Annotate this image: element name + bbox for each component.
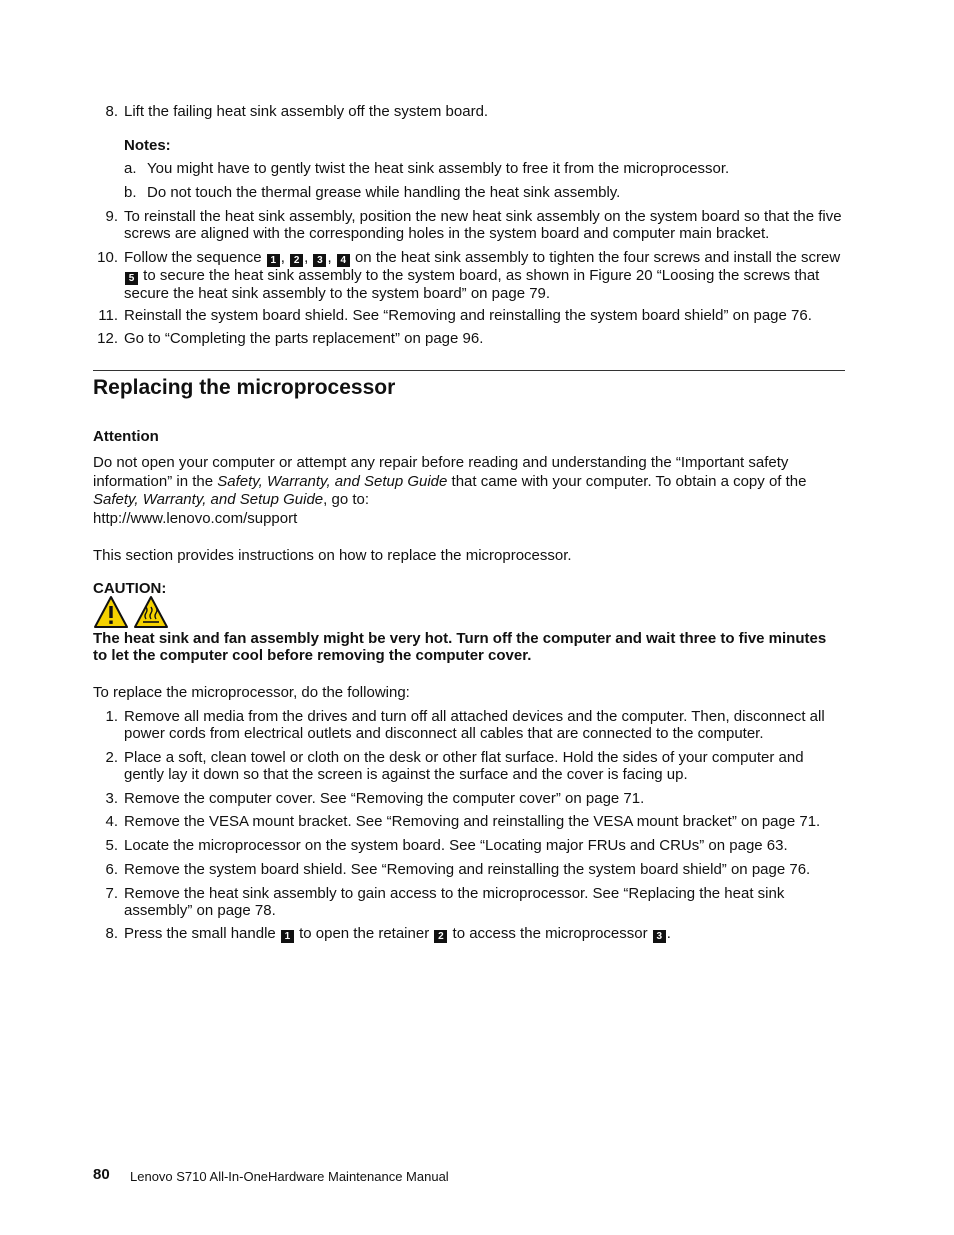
step-number: 7. xyxy=(105,885,118,902)
step-number: 10. xyxy=(97,249,118,266)
page-number: 80 xyxy=(93,1166,110,1183)
step-number: 12. xyxy=(97,330,118,347)
intro-text: This section provides instructions on how to replace the microprocessor. xyxy=(93,547,572,564)
note-text: You might have to gently twist the heat sink assembly to free it from the microprocessor. xyxy=(147,160,730,177)
general-warning-icon xyxy=(93,595,129,629)
step-number: 11. xyxy=(98,307,118,324)
callout-badge: 3 xyxy=(313,254,326,267)
step-number: 9. xyxy=(105,208,118,225)
step-text: Place a soft, clean towel or cloth on the desk or other flat surface. Hold the sides of your computer and gently lay it down so that the screen is against the surface and the cover is facing up. xyxy=(124,749,804,783)
step-text: Remove the computer cover. See “Removing the computer cover” on page 71. xyxy=(124,790,645,807)
support-url[interactable]: http://www.lenovo.com/support xyxy=(93,509,298,527)
step-number: 8. xyxy=(105,103,118,120)
callout-badge: 4 xyxy=(337,254,350,267)
step-text: Go to “Completing the parts replacement” on page 96. xyxy=(124,330,484,347)
footer-title: Lenovo S710 All-In-OneHardware Maintenance Manual xyxy=(130,1169,449,1184)
step-text: To reinstall the heat sink assembly, position the new heat sink assembly on the system board so that the five screws are aligned with the corresponding holes in the system board and computer main bracket. xyxy=(124,208,842,242)
procedure-lead: To replace the microprocessor, do the following: xyxy=(93,684,410,701)
step-text: Follow the sequence 1 , 2 , 3 , 4 on the heat sink assembly to tighten the four screws and install the screw 5 to secure the heat sink assembly to the system board, as shown in Figure 20 “Loosing the screws that secure the heat sink assembly to the system board” on page 79. xyxy=(124,249,841,302)
step-number: 1. xyxy=(105,708,118,725)
step-number: 2. xyxy=(105,749,118,766)
note-letter: b. xyxy=(124,184,137,201)
callout-badge: 5 xyxy=(125,272,138,285)
callout-badge: 1 xyxy=(267,254,280,267)
guide-title: Safety, Warranty, and Setup Guide xyxy=(93,491,324,508)
callout-badge: 2 xyxy=(290,254,303,267)
step-text: Locate the microprocessor on the system board. See “Locating major FRUs and CRUs” on page 63. xyxy=(124,837,788,854)
step-text: Lift the failing heat sink assembly off the system board. xyxy=(124,103,489,120)
caution-text: The heat sink and fan assembly might be very hot. Turn off the computer and wait three to five minutes to let the computer cool before removing the computer cover. xyxy=(93,630,827,664)
callout-badge: 1 xyxy=(281,930,294,943)
note-text: Do not touch the thermal grease while handling the heat sink assembly. xyxy=(147,184,621,201)
attention-label: Attention xyxy=(93,428,159,445)
caution-icons xyxy=(93,595,169,629)
step-text: Remove the system board shield. See “Removing and reinstalling the system board shield” on page 76. xyxy=(124,861,811,878)
section-title: Replacing the microprocessor xyxy=(93,376,396,399)
step-text: Press the small handle 1 to open the retainer 2 to access the microprocessor 3 . xyxy=(124,925,671,942)
step-number: 5. xyxy=(105,837,118,854)
note-a xyxy=(124,160,844,177)
note-b xyxy=(124,184,844,201)
step-text: Remove all media from the drives and turn off all attached devices and the computer. Then, disconnect all power cords from electrical outlets and disconnect all cables that are connected to the computer. xyxy=(124,708,825,742)
step-number: 3. xyxy=(105,790,118,807)
section-divider xyxy=(93,370,845,371)
step-number: 4. xyxy=(105,813,118,830)
attention-paragraph: Do not open your computer or attempt any repair before reading and understanding the “Important safety information” in the Safety, Warranty, and Setup Guide that came with your computer. To obtain a copy of the Safety, Warranty, and Setup Guide, go to: http://www.lenovo.com/support xyxy=(93,454,807,527)
note-letter: a. xyxy=(124,160,137,177)
notes-label: Notes: xyxy=(124,137,171,154)
callout-badge: 3 xyxy=(653,930,666,943)
step-number: 8. xyxy=(105,925,118,942)
step-number: 6. xyxy=(105,861,118,878)
step-text: Reinstall the system board shield. See “Removing and reinstalling the system board shield” on page 76. xyxy=(124,307,812,324)
guide-title: Safety, Warranty, and Setup Guide xyxy=(217,472,448,490)
callout-badge: 2 xyxy=(434,930,447,943)
hot-surface-icon xyxy=(133,595,169,629)
caution-label: CAUTION: xyxy=(93,580,167,597)
step-text: Remove the heat sink assembly to gain access to the microprocessor. See “Replacing the heat sink assembly” on page 78. xyxy=(124,885,785,919)
step-text: Remove the VESA mount bracket. See “Removing and reinstalling the VESA mount bracket” on page 71. xyxy=(124,813,821,830)
